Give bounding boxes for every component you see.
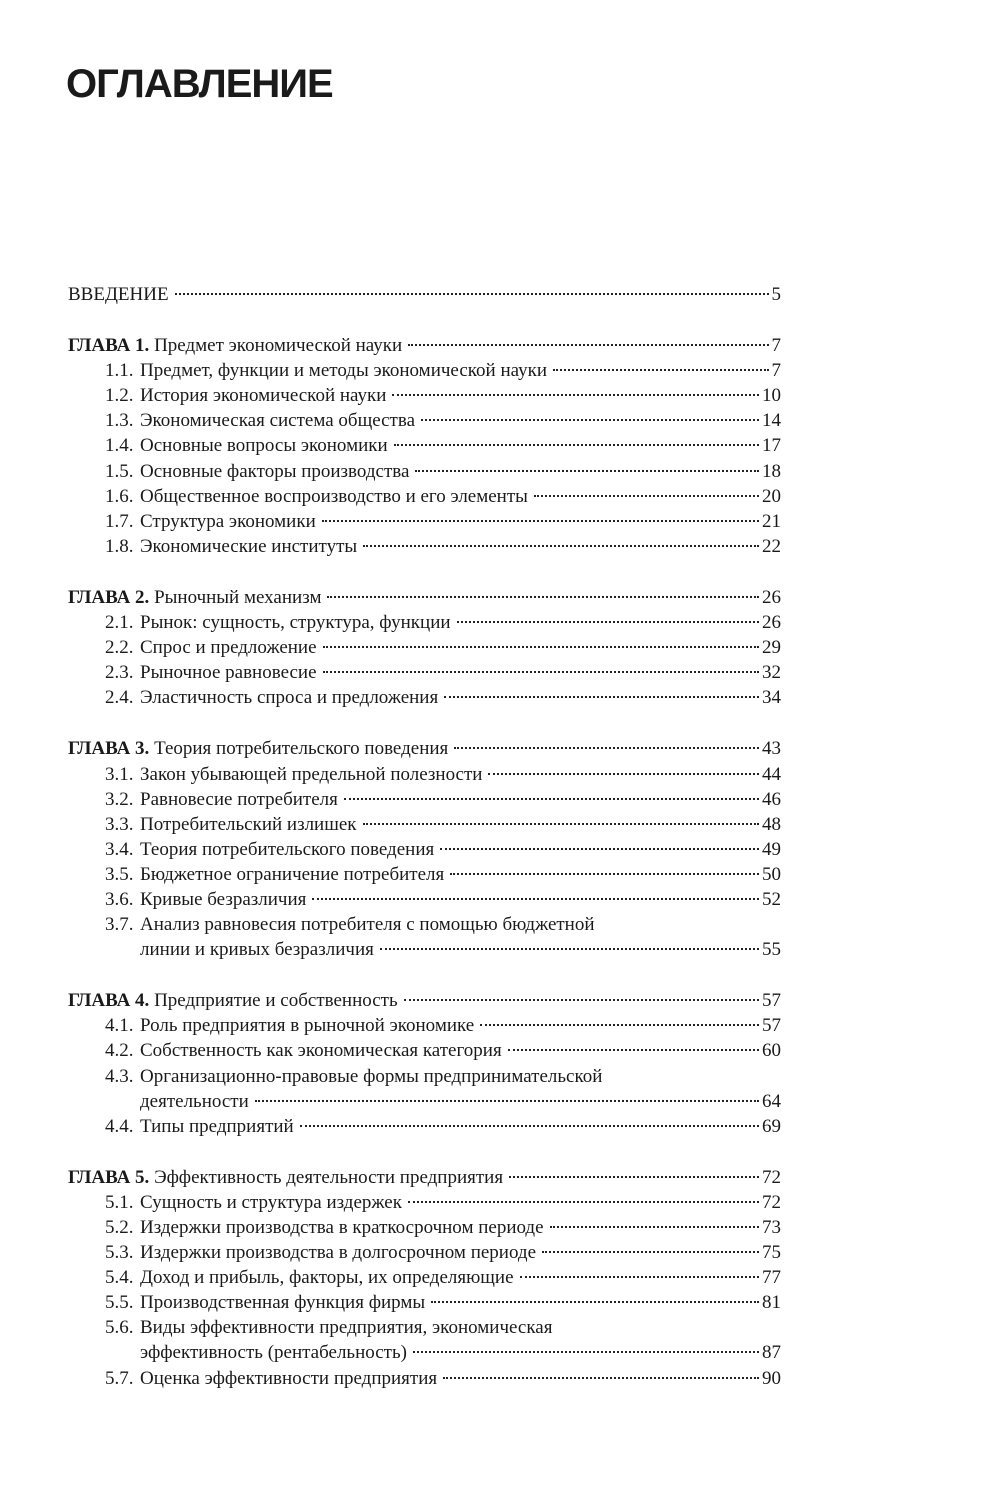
- subsection-entry[interactable]: [68, 862, 781, 887]
- subsection-number: 1.6.: [105, 485, 134, 507]
- page-number: 26: [762, 612, 781, 634]
- subsection-number: 1.2.: [105, 385, 134, 407]
- chapter-title: Предприятие и собственность: [154, 990, 398, 1012]
- dot-leader: [392, 394, 759, 396]
- subsection-number: 2.2.: [105, 637, 134, 659]
- chapter-title: ВВЕДЕНИЕ: [68, 284, 169, 305]
- subsection-number: 3.4.: [105, 838, 134, 860]
- page-number: 5: [771, 284, 781, 305]
- dot-leader: [450, 873, 759, 875]
- page-number: 10: [762, 385, 781, 407]
- subsection-entry[interactable]: [68, 660, 781, 685]
- subsection-number: 2.3.: [105, 662, 134, 684]
- page-number: 64: [762, 1090, 781, 1112]
- entry-line: [68, 433, 781, 458]
- dot-leader: [509, 1176, 759, 1178]
- entry-line: [68, 1064, 781, 1089]
- entry-line: [68, 610, 781, 635]
- subsection-number: 4.1.: [105, 1015, 134, 1037]
- toc-section: [68, 585, 781, 710]
- subsection-title: Типы предприятий: [140, 1115, 294, 1137]
- dot-leader: [421, 419, 759, 421]
- dot-leader: [488, 773, 759, 775]
- chapter-label: ГЛАВА 3.: [68, 738, 150, 760]
- page-number: 75: [762, 1242, 781, 1264]
- subsection-title: линии и кривых безразличия: [140, 939, 374, 961]
- subsection-number: 5.5.: [105, 1292, 134, 1314]
- subsection-entry[interactable]: [68, 1366, 781, 1391]
- dot-leader: [300, 1125, 759, 1127]
- page-number: 50: [762, 863, 781, 885]
- subsection-entry[interactable]: [68, 1064, 781, 1114]
- page-number: 73: [762, 1217, 781, 1238]
- subsection-entry[interactable]: [68, 1190, 781, 1215]
- entry-line: [68, 1290, 781, 1315]
- dot-leader: [408, 344, 768, 346]
- subsection-title: Спрос и предложение: [140, 637, 317, 659]
- subsection-number: 1.1.: [105, 360, 134, 382]
- subsection-entry[interactable]: [68, 837, 781, 862]
- entry-line: [68, 837, 781, 862]
- subsection-title: Рыночное равновесие: [140, 662, 317, 684]
- page-number: 20: [762, 485, 781, 507]
- subsection-number: 1.5.: [105, 460, 134, 482]
- subsection-number: 3.2.: [105, 788, 134, 810]
- subsection-number: 3.3.: [105, 813, 134, 835]
- entry-line: [68, 1340, 781, 1365]
- subsection-title: Бюджетное ограничение потребителя: [140, 863, 445, 885]
- subsection-number: 3.5.: [105, 863, 134, 885]
- page-number: 81: [762, 1292, 781, 1314]
- subsection-entry[interactable]: [68, 1265, 781, 1290]
- subsection-entry[interactable]: [68, 912, 781, 962]
- subsection-entry[interactable]: [68, 635, 781, 660]
- dot-leader: [534, 495, 759, 497]
- subsection-number: 1.7.: [105, 510, 134, 532]
- chapter-entry[interactable]: [68, 1165, 781, 1190]
- subsection-number: 5.6.: [105, 1317, 134, 1339]
- entry-line: [68, 408, 781, 433]
- chapter-entry[interactable]: [68, 282, 781, 307]
- entry-line: [68, 912, 781, 937]
- entry-line: [68, 762, 781, 787]
- subsection-title: История экономической науки: [140, 385, 387, 407]
- chapter-label: ГЛАВА 5.: [68, 1166, 150, 1188]
- entry-line: [68, 1215, 781, 1240]
- entry-line: [68, 1265, 781, 1290]
- subsection-title: Организационно-правовые формы предпринимательской: [140, 1065, 603, 1087]
- subsection-number: 2.1.: [105, 612, 134, 634]
- page-number: 52: [762, 888, 781, 910]
- chapter-entry[interactable]: [68, 333, 781, 358]
- dot-leader: [322, 520, 759, 522]
- dot-leader: [413, 1351, 759, 1353]
- chapter-label: ГЛАВА 1.: [68, 335, 150, 357]
- table-of-contents: [68, 282, 781, 1417]
- dot-leader: [508, 1049, 759, 1051]
- subsection-number: 4.4.: [105, 1115, 134, 1137]
- subsection-number: 2.4.: [105, 687, 134, 709]
- subsection-entry[interactable]: [68, 1215, 781, 1240]
- page-number: 22: [762, 535, 781, 557]
- subsection-number: 1.3.: [105, 410, 134, 432]
- dot-leader: [444, 696, 759, 698]
- entry-line: [68, 685, 781, 710]
- dot-leader: [323, 646, 759, 648]
- subsection-title: Сущность и структура издержек: [140, 1191, 402, 1213]
- page-number: 77: [762, 1267, 781, 1289]
- subsection-entry[interactable]: [68, 1240, 781, 1265]
- toc-section: [68, 1165, 781, 1391]
- subsection-entry[interactable]: [68, 408, 781, 433]
- page-number: 49: [762, 838, 781, 860]
- dot-leader: [431, 1301, 759, 1303]
- subsection-entry[interactable]: [68, 685, 781, 710]
- dot-leader: [344, 798, 759, 800]
- subsection-entry[interactable]: [68, 1315, 781, 1365]
- page-title: ОГЛАВЛЕНИЕ: [66, 62, 333, 106]
- entry-line: [68, 1013, 781, 1038]
- entry-line: [68, 1114, 781, 1139]
- subsection-entry[interactable]: [68, 459, 781, 484]
- subsection-title: Основные факторы производства: [140, 460, 410, 482]
- page-number: 90: [762, 1367, 781, 1389]
- subsection-entry[interactable]: [68, 433, 781, 458]
- toc-section: [68, 988, 781, 1139]
- subsection-entry[interactable]: [68, 1290, 781, 1315]
- page-number: 14: [762, 410, 781, 432]
- page-number: 26: [762, 586, 781, 608]
- dot-leader: [323, 671, 759, 673]
- dot-leader: [404, 999, 759, 1001]
- subsection-number: 5.2.: [105, 1217, 134, 1238]
- chapter-entry[interactable]: [68, 736, 781, 761]
- subsection-number: 3.6.: [105, 888, 134, 910]
- entry-line: [68, 1315, 781, 1340]
- subsection-entry[interactable]: [68, 812, 781, 837]
- page-number: 34: [762, 687, 781, 709]
- entry-line: [68, 787, 781, 812]
- subsection-title: Виды эффективности предприятия, экономическая: [140, 1317, 553, 1339]
- subsection-title: Закон убывающей предельной полезности: [140, 763, 483, 785]
- dot-leader: [440, 848, 759, 850]
- dot-leader: [408, 1201, 759, 1203]
- dot-leader: [443, 1377, 759, 1379]
- subsection-title: Роль предприятия в рыночной экономике: [140, 1015, 475, 1037]
- subsection-entry[interactable]: [68, 762, 781, 787]
- page-number: 57: [762, 1015, 781, 1037]
- dot-leader: [454, 747, 759, 749]
- chapter-title: Эффективность деятельности предприятия: [154, 1166, 504, 1188]
- subsection-title: Доход и прибыль, факторы, их определяющие: [140, 1267, 514, 1289]
- subsection-title: Оценка эффективности предприятия: [140, 1367, 438, 1389]
- subsection-number: 5.4.: [105, 1267, 134, 1289]
- entry-line: [68, 812, 781, 837]
- subsection-title: Эластичность спроса и предложения: [140, 687, 439, 709]
- dot-leader: [520, 1276, 759, 1278]
- page-number: 29: [762, 637, 781, 659]
- subsection-title: Экономические институты: [140, 535, 358, 557]
- entry-line: [68, 534, 781, 559]
- subsection-number: 5.1.: [105, 1191, 134, 1213]
- dot-leader: [327, 596, 759, 598]
- entry-line: [68, 383, 781, 408]
- subsection-entry[interactable]: [68, 534, 781, 559]
- subsection-number: 3.7.: [105, 914, 134, 936]
- subsection-title: Рынок: сущность, структура, функции: [140, 612, 451, 634]
- page-number: 60: [762, 1040, 781, 1062]
- dot-leader: [457, 621, 759, 623]
- subsection-title: Собственность как экономическая категория: [140, 1040, 502, 1062]
- page-number: 87: [762, 1342, 781, 1364]
- subsection-title: Кривые безразличия: [140, 888, 307, 910]
- page-number: 32: [762, 662, 781, 684]
- page-number: 18: [762, 460, 781, 482]
- entry-line: [68, 1366, 781, 1391]
- subsection-entry[interactable]: [68, 383, 781, 408]
- entry-line: [68, 509, 781, 534]
- subsection-entry[interactable]: [68, 787, 781, 812]
- subsection-entry[interactable]: [68, 358, 781, 383]
- page-number: 72: [762, 1191, 781, 1213]
- dot-leader: [542, 1251, 759, 1253]
- subsection-number: 1.8.: [105, 535, 134, 557]
- entry-line: [68, 1038, 781, 1063]
- entry-line: [68, 1240, 781, 1265]
- subsection-title: Основные вопросы экономики: [140, 435, 388, 457]
- dot-leader: [255, 1100, 759, 1102]
- subsection-entry[interactable]: [68, 484, 781, 509]
- page-number: 55: [762, 939, 781, 961]
- dot-leader: [175, 293, 769, 295]
- page-number: 7: [771, 335, 781, 357]
- page-number: 44: [762, 763, 781, 785]
- entry-line: [68, 358, 781, 383]
- subsection-title: Равновесие потребителя: [140, 788, 338, 810]
- subsection-title: Потребительский излишек: [140, 813, 357, 835]
- dot-leader: [363, 823, 759, 825]
- subsection-title: Производственная функция фирмы: [140, 1292, 426, 1314]
- subsection-entry[interactable]: [68, 1114, 781, 1139]
- dot-leader: [480, 1024, 759, 1026]
- subsection-number: 1.4.: [105, 435, 134, 457]
- toc-section: [68, 333, 781, 559]
- subsection-entry[interactable]: [68, 1013, 781, 1038]
- chapter-title: Предмет экономической науки: [154, 335, 403, 357]
- entry-line: [68, 459, 781, 484]
- dot-leader: [394, 444, 759, 446]
- page-number: 7: [771, 360, 781, 382]
- subsection-title: Экономическая система общества: [140, 410, 416, 432]
- page-number: 46: [762, 788, 781, 810]
- entry-line: [68, 1089, 781, 1114]
- toc-section: [68, 282, 781, 307]
- subsection-number: 5.3.: [105, 1242, 134, 1264]
- page-number: 72: [762, 1166, 781, 1188]
- dot-leader: [550, 1226, 759, 1228]
- page-number: 57: [762, 990, 781, 1012]
- subsection-title: эффективность (рентабельность): [140, 1342, 407, 1364]
- subsection-title: Предмет, функции и методы экономической науки: [140, 360, 547, 382]
- subsection-title: деятельности: [140, 1090, 249, 1112]
- chapter-entry[interactable]: [68, 988, 781, 1013]
- page-number: 69: [762, 1115, 781, 1137]
- subsection-title: Анализ равновесия потребителя с помощью бюджетной: [140, 914, 595, 936]
- chapter-label: ГЛАВА 2.: [68, 586, 150, 608]
- dot-leader: [415, 470, 759, 472]
- subsection-title: Общественное воспроизводство и его элементы: [140, 485, 528, 507]
- subsection-entry[interactable]: [68, 610, 781, 635]
- dot-leader: [380, 948, 759, 950]
- page-number: 43: [762, 738, 781, 760]
- subsection-title: Издержки производства в долгосрочном периоде: [140, 1242, 537, 1264]
- entry-line: [68, 937, 781, 962]
- subsection-number: 4.2.: [105, 1040, 134, 1062]
- entry-line: [68, 1190, 781, 1215]
- entry-line: [68, 862, 781, 887]
- chapter-entry[interactable]: [68, 585, 781, 610]
- chapter-label: ГЛАВА 4.: [68, 990, 150, 1012]
- subsection-title: Издержки производства в краткосрочном периоде: [140, 1217, 544, 1238]
- entry-line: [68, 635, 781, 660]
- dot-leader: [312, 898, 759, 900]
- entry-line: [68, 887, 781, 912]
- subsection-entry[interactable]: [68, 509, 781, 534]
- page-number: 21: [762, 510, 781, 532]
- subsection-entry[interactable]: [68, 887, 781, 912]
- subsection-entry[interactable]: [68, 1038, 781, 1063]
- chapter-title: Теория потребительского поведения: [154, 738, 449, 760]
- toc-section: [68, 736, 781, 962]
- subsection-number: 3.1.: [105, 763, 134, 785]
- entry-line: [68, 660, 781, 685]
- subsection-number: 5.7.: [105, 1367, 134, 1389]
- entry-line: [68, 484, 781, 509]
- dot-leader: [553, 369, 769, 371]
- dot-leader: [363, 545, 759, 547]
- page-number: 17: [762, 435, 781, 457]
- subsection-title: Структура экономики: [140, 510, 316, 532]
- page-number: 48: [762, 813, 781, 835]
- subsection-number: 4.3.: [105, 1065, 134, 1087]
- subsection-title: Теория потребительского поведения: [140, 838, 435, 860]
- chapter-title: Рыночный механизм: [154, 586, 322, 608]
